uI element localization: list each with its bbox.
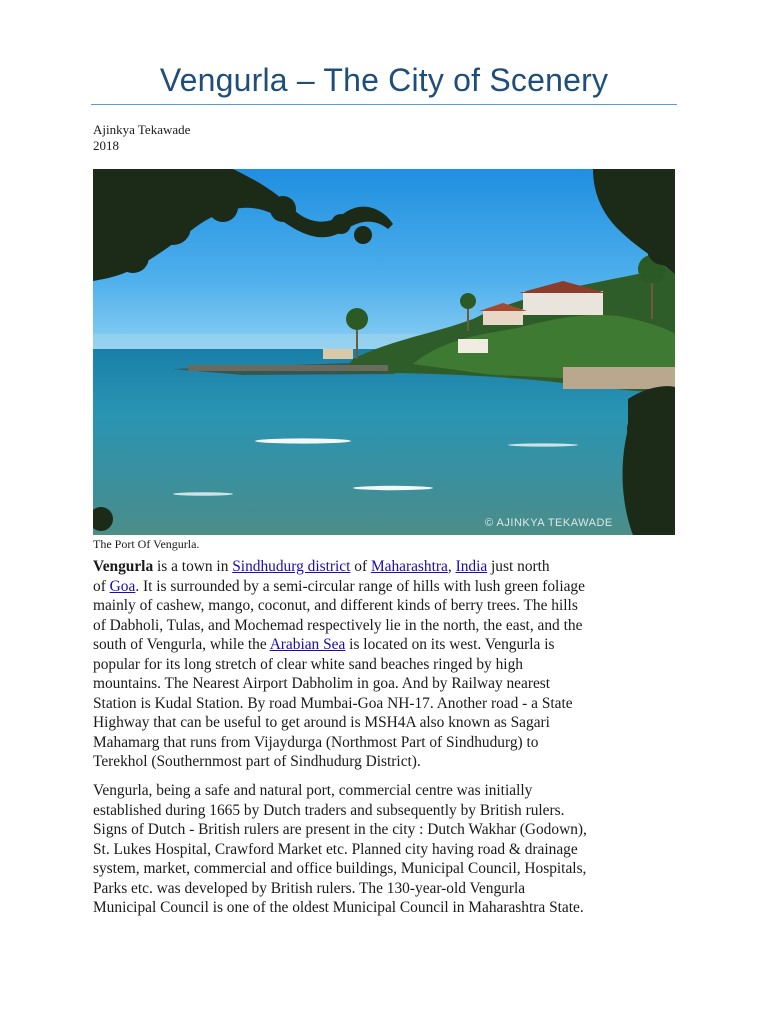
author-name: Ajinkya Tekawade <box>93 122 191 137</box>
text-line: Terekhol (Southernmost part of Sindhudurg District). <box>93 753 421 770</box>
title-divider <box>91 104 677 105</box>
text-line: Municipal Council is one of the oldest Municipal Council in Maharashtra State. <box>93 899 584 916</box>
text-line: mountains. The Nearest Airport Dabholim in goa. And by Railway nearest <box>93 675 551 692</box>
text-line: Station is Kudal Station. By road Mumbai-Goa NH-17. Another road - a State <box>93 694 573 712</box>
text-line: Signs of Dutch - British rulers are present in the city : Dutch Wakhar (Godown), <box>93 821 587 838</box>
text-line: Mahamarg that runs from Vijaydurga (Northmost Part of Sindhudurg) to <box>93 733 539 751</box>
document-title: Vengurla – The City of Scenery <box>159 62 609 98</box>
port-photo <box>93 169 675 535</box>
text-line: system, market, commercial and office buildings, Municipal Council, Hospitals, <box>93 860 587 877</box>
seawall <box>563 367 675 389</box>
text-line: popular for its long stretch of clear white sand beaches ringed by high <box>93 655 523 673</box>
photo-caption: The Port Of Vengurla. <box>93 537 200 551</box>
text-line: Highway that can be useful to get around is MSH4A also known as Sagari <box>93 714 550 731</box>
photo-watermark: © AJINKYA TEKAWADE <box>485 517 613 529</box>
paragraph-intro <box>93 557 679 772</box>
pier <box>188 365 388 371</box>
link-arabian-sea[interactable]: Arabian Sea <box>269 636 346 653</box>
text-line: mainly of cashew, mango, coconut, and different kinds of berry trees. The hills <box>93 597 578 614</box>
text-line: south of Vengurla, while the Arabian Sea is located on its west. Vengurla is <box>93 636 555 653</box>
paragraph-history <box>93 781 679 918</box>
link-goa[interactable]: Goa <box>109 577 136 595</box>
link-india[interactable]: India <box>455 558 488 575</box>
text-line: St. Lukes Hospital, Crawford Market etc. Planned city having road & drainage <box>93 840 578 858</box>
text-line: of Dabholi, Tulas, and Mochemad respectively lie in the north, the east, and the <box>93 616 583 634</box>
town-name-bold: Vengurla <box>93 558 154 575</box>
publication-year: 2018 <box>93 138 119 153</box>
text-line: Vengurla is a town in Sindhudurg district of Maharashtra, India just north <box>93 558 550 575</box>
document-meta <box>93 122 190 154</box>
link-maharashtra[interactable]: Maharashtra <box>370 558 448 575</box>
link-sindhudurg-district[interactable]: Sindhudurg district <box>232 558 351 575</box>
text-line: Parks etc. was developed by British rulers. The 130-year-old Vengurla <box>93 879 526 897</box>
text-line: Vengurla, being a safe and natural port, commercial centre was initially <box>93 782 533 799</box>
text-line: established during 1665 by Dutch traders and subsequently by British rulers. <box>93 801 565 819</box>
text-line: of Goa. It is surrounded by a semi-circular range of hills with lush green foliage <box>93 577 585 595</box>
